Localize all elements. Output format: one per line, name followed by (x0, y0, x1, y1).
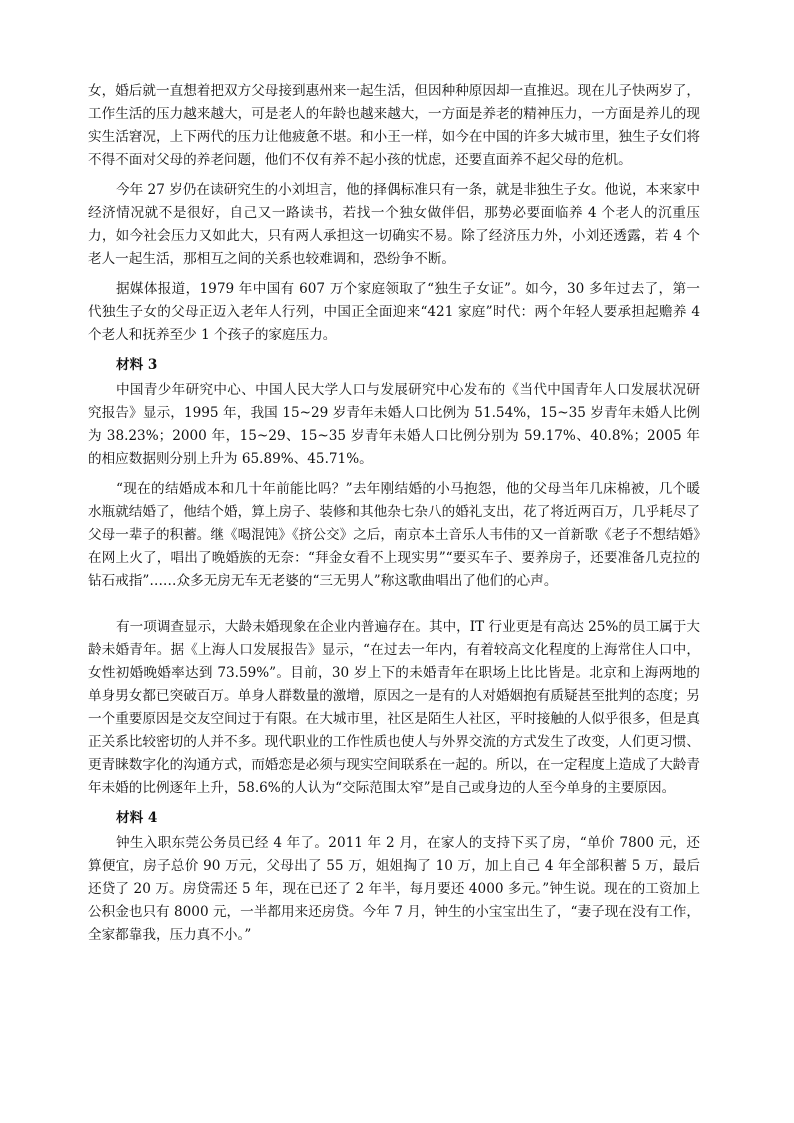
paragraph-xiaoliu: 今年 27 岁仍在读研究生的小刘坦言，他的择偶标准只有一条，就是非独生子女。他说，本来家中经济情况就不是很好，自己又一路读书，若找一个独女做伴侣，那势必要面临养 4 个老人的沉重压力，如今社会压力又如此大，只有两人承担这一切确实不易。除了经济压力外，小刘还透露，若 4 个老人一起生活，那相互之间的关系也较难调和，恐纷争不断。 (88, 182, 700, 267)
material-3-heading: 材料 3 (116, 357, 158, 373)
paragraph-media-report: 据媒体报道，1979 年中国有 607 万个家庭领取了“独生子女证”。如今，30 多年过去了，第一代独生子女的父母正迈入老年人行列，中国正全面迎来“421 家庭”时代：两个年轻人要承担起赡养 4 个老人和抚养至少 1 个孩子的家庭压力。 (88, 281, 700, 343)
paragraph-research-report: 中国青少年研究中心、中国人民大学人口与发展研究中心发布的《当代中国青年人口发展状况研究报告》显示，1995 年，我国 15~29 岁青年未婚人口比例为 51.54%，15~35 岁青年未婚人比例为 38.23%；2000 年，15~29、15~35 岁青年未婚人口比例分别为 59.17%、40.8%；2005 年的相应数据则分别上升为 65.89%、45.71%。 (88, 382, 700, 467)
document-body (88, 80, 700, 954)
paragraph-xiaoma: “现在的结婚成本和几十年前能比吗？”去年刚结婚的小马抱怨，他的父母当年几床棉被，几个暖水瓶就结婚了，他结个婚，算上房子、装修和其他杂七杂八的婚礼支出，花了将近两百万，几乎耗尽了父母一辈子的积蓄。继《喝混饨》《挤公交》之后，南京本土音乐人韦伟的又一首新歌《老子不想结婚》在网上火了，唱出了晚婚族的无奈：“拜金女看不上现实男”“要买车子、要养房子，还要准备几克拉的钻石戒指”……众多无房无车无老婆的“三无男人”称这歌曲唱出了他们的心声。 (88, 481, 700, 589)
paragraph-survey: 有一项调查显示，大龄未婚现象在企业内普遍存在。其中，IT 行业更是有高达 25%的员工属于大龄未婚青年。据《上海人口发展报告》显示，“在过去一年内，有着较高文化程度的上海常住人口中，女性初婚晚婚率达到 73.59%”。目前，30 岁上下的未婚青年在职场上比比皆是。北京和上海两地的单身男女都已突破百万。单身人群数量的激增，原因之一是有的人对婚姻抱有质疑甚至批判的态度；另一个重要原因是交友空间过于有限。在大城市里，社区是陌生人社区，平时接触的人似乎很多，但是真正关系比较密切的人并不多。现代职业的工作性质也使人与外界交流的方式发生了改变，人们更习惯、更青睐数字化的沟通方式，而婚恋是必须与现实空间联系在一起的。所以，在一定程度上造成了大龄青年未婚的比例逐年上升，58.6%的人认为“交际范围太窄”是自己或身边的人至今单身的主要原因。 (88, 619, 700, 796)
material-4-heading: 材料 4 (116, 810, 158, 826)
section-gap (88, 600, 700, 616)
paragraph-zhongsheng: 钟生入职东莞公务员已经 4 年了。2011 年 2 月，在家人的支持下买了房，“单价 7800 元，还算便宜，房子总价 90 万元，父母出了 55 万，姐姐掏了 10 万，加上自己 4 年全部积蓄 5 万，最后还贷了 20 万。房贷需还 5 年，现在已还了 2 年半，每月要还 4000 多元。”钟生说。现在的工资加上公积金也只有 8000 元，一半都用来还房贷。今年 7 月，钟生的小宝宝出生了，“妻子现在没有工作，全家都靠我，压力真不小。” (88, 835, 700, 943)
paragraph-continuation: 女，婚后就一直想着把双方父母接到惠州来一起生活，但因种种原因却一直推迟。现在儿子快两岁了，工作生活的压力越来越大，可是老人的年龄也越来越大，一方面是养老的精神压力，一方面是养儿的现实生活窘况，上下两代的压力让他疲惫不堪。和小王一样，如今在中国的许多大城市里，独生子女们将不得不面对父母的养老问题，他们不仅有养不起小孩的忧虑，还要直面养不起父母的危机。 (88, 83, 700, 168)
